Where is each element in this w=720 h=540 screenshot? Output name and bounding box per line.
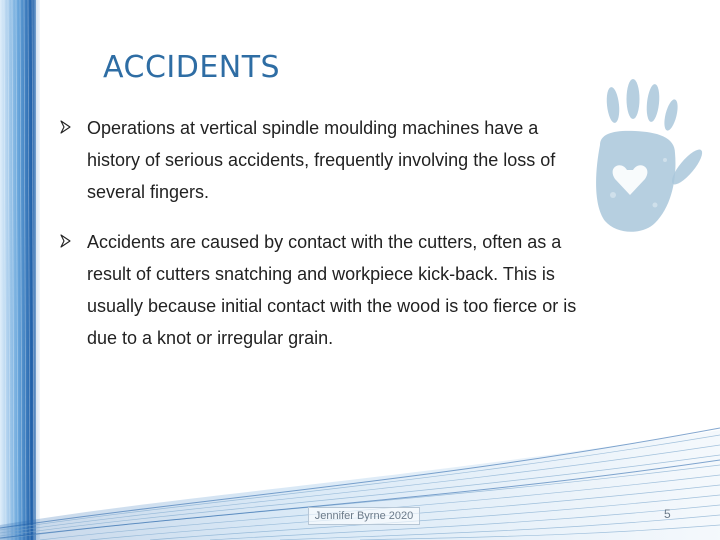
page-number: 5 <box>664 507 671 521</box>
arrowhead-bullet-icon <box>60 120 71 134</box>
bullet-text: Accidents are caused by contact with the cutters, often as a result of cutters snatching and workpiece kick-back. This is usually because initial contact with the wood is too fierce or is due to a knot or irregular grain. <box>87 232 577 348</box>
bullet-item <box>60 112 590 208</box>
bullet-list <box>60 112 590 372</box>
bullet-item <box>60 226 590 354</box>
slide-title: ACCIDENTS <box>103 50 281 85</box>
arrowhead-bullet-icon <box>60 234 71 248</box>
bullet-text: Operations at vertical spindle moulding machines have a history of serious accidents, frequently involving the loss of several fingers. <box>87 118 556 202</box>
footer-author: Jennifer Byrne 2020 <box>308 507 420 525</box>
handprint-icon <box>555 75 720 245</box>
